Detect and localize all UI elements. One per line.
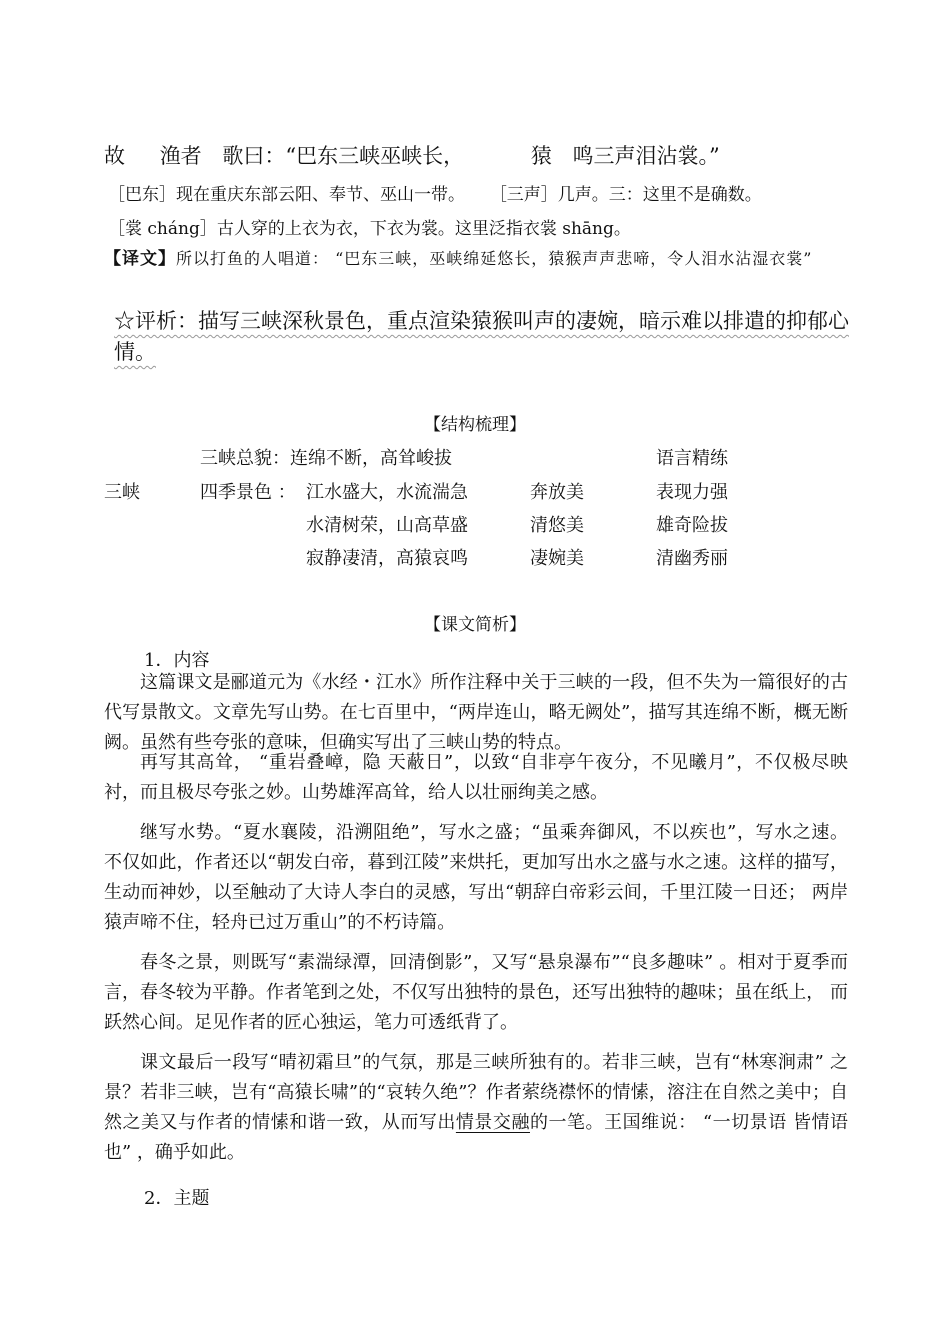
structure-scene-1: 江水盛大，水流湍急 <box>306 482 468 503</box>
note-badong: ［巴东］现在重庆东部云阳、奉节、巫山一带。 <box>108 185 465 205</box>
note-line-1 <box>108 180 762 205</box>
note-line-2 <box>108 214 631 239</box>
underlined-phrase: 情景交融 <box>455 1112 530 1133</box>
poem-song-start: 歌曰：“巴东三峡巫峡长， <box>222 144 465 168</box>
structure-scene-2: 水清树荣，山高草盛 <box>306 515 468 536</box>
structure-heading: 【结构梳理】 <box>424 415 526 435</box>
note-chang: ［裳 cháng］古人穿的上衣为衣，下衣为裳。这里泛指衣裳 shāng。 <box>108 219 631 239</box>
translation <box>104 244 864 274</box>
note-sansheng: ［三声］几声。三：这里不是确数。 <box>489 185 762 205</box>
poem-fisherman: 渔者 <box>159 144 202 168</box>
translation-label: 【译文】 <box>104 249 176 269</box>
analysis-paragraph-3: 继写水势。“夏水襄陵，沿溯阻绝”，写水之盛；“虽乘奔御风，不以疾也”，写水之速。 不仅如此，作者还以“朝发白帝，暮到江陵”来烘托，更加写出水之盛与水之速。这样的描写，生动而神妙，以至触动了大诗人李白的灵感，写出“朝辞白帝彩云间，千里江陵一日还； 两岸猿声啼不住，轻舟已过万重山”的不朽诗篇。 <box>104 822 848 933</box>
structure-feature-3: 雄奇险拔 <box>656 515 728 536</box>
comment-text: ☆评析：描写三峡深秋景色，重点渲染猿猴叫声的凄婉，暗示难以排遣的抑郁心情。 <box>114 309 849 364</box>
translation-text: 所以打鱼的人唱道： “巴东三峡，巫峡绵延悠长，猿猴声声悲啼，令人泪水沾湿衣裳” <box>176 249 813 268</box>
structure-feature-2: 表现力强 <box>656 482 728 503</box>
structure-feature-4: 清幽秀丽 <box>656 548 728 569</box>
structure-overview: 三峡总貌：连绵不断，高耸峻拔 <box>200 448 452 469</box>
paragraph-5-end: 的一笔。王国维说： “一切景语 皆情语也” ，确乎如此。 <box>104 1112 848 1163</box>
paragraph-5-start: 课文最后一段写“晴初霜旦”的气氛，那是三峡所独有的。若非三峡，岂有“林寒涧肃” 之景？若非三峡，岂有“高猿长啸”的“哀转久绝”？作者萦绕襟怀的情愫，溶注在自然之美中；自然之美又与作者的情愫和谐一致，从而写出 <box>104 1052 848 1133</box>
analysis-paragraph-4: 春冬之景，则既写“素湍绿潭，回清倒影”，又写“悬泉瀑布”“良多趣味” 。相对于夏季而言，春冬较为平静。作者笔到之处，不仅写出独特的景色，还写出独特的趣味；虽在纸上， 而跃然心间。足见作者的匠心独运，笔力可透纸背了。 <box>104 952 848 1033</box>
structure-beauty-3: 凄婉美 <box>530 548 584 569</box>
poem-song-end: 鸣三声泪沾裳。” <box>572 144 720 168</box>
section-theme-heading: 2．主题 <box>144 1188 210 1209</box>
analysis-heading: 【课文简析】 <box>424 615 526 635</box>
poem-ape: 猿 <box>530 144 552 168</box>
structure-feature-1: 语言精练 <box>656 448 728 469</box>
analysis-paragraph-2: 再写其高耸， “重岩叠嶂，隐 天蔽日”，以致“自非亭午夜分，不见曦月”，不仅极尽映衬，而且极尽夸张之妙。山势雄浑高耸，给人以壮丽绚美之感。 <box>104 752 848 803</box>
structure-beauty-1: 奔放美 <box>530 482 584 503</box>
section-content-heading: 1．内容 <box>144 650 210 671</box>
analysis-paragraph-5 <box>104 1048 848 1168</box>
structure-seasons: 四季景色 ： <box>200 482 296 503</box>
poem-line <box>104 140 720 170</box>
comment <box>114 306 854 368</box>
structure-root: 三峡 <box>104 482 140 503</box>
structure-scene-3: 寂静凄清，高猿哀鸣 <box>306 548 468 569</box>
structure-beauty-2: 清悠美 <box>530 515 584 536</box>
poem-char-gu: 故 <box>104 144 125 168</box>
analysis-paragraph-1: 这篇课文是郦道元为《水经・江水》所作注释中关于三峡的一段，但不失为一篇很好的古代写景散文。文章先写山势。在七百里中，“两岸连山，略无阙处”，描写其连绵不断，概无断阙。虽然有些夸张的意味，但确实写出了三峡山势的特点。 <box>104 672 848 753</box>
